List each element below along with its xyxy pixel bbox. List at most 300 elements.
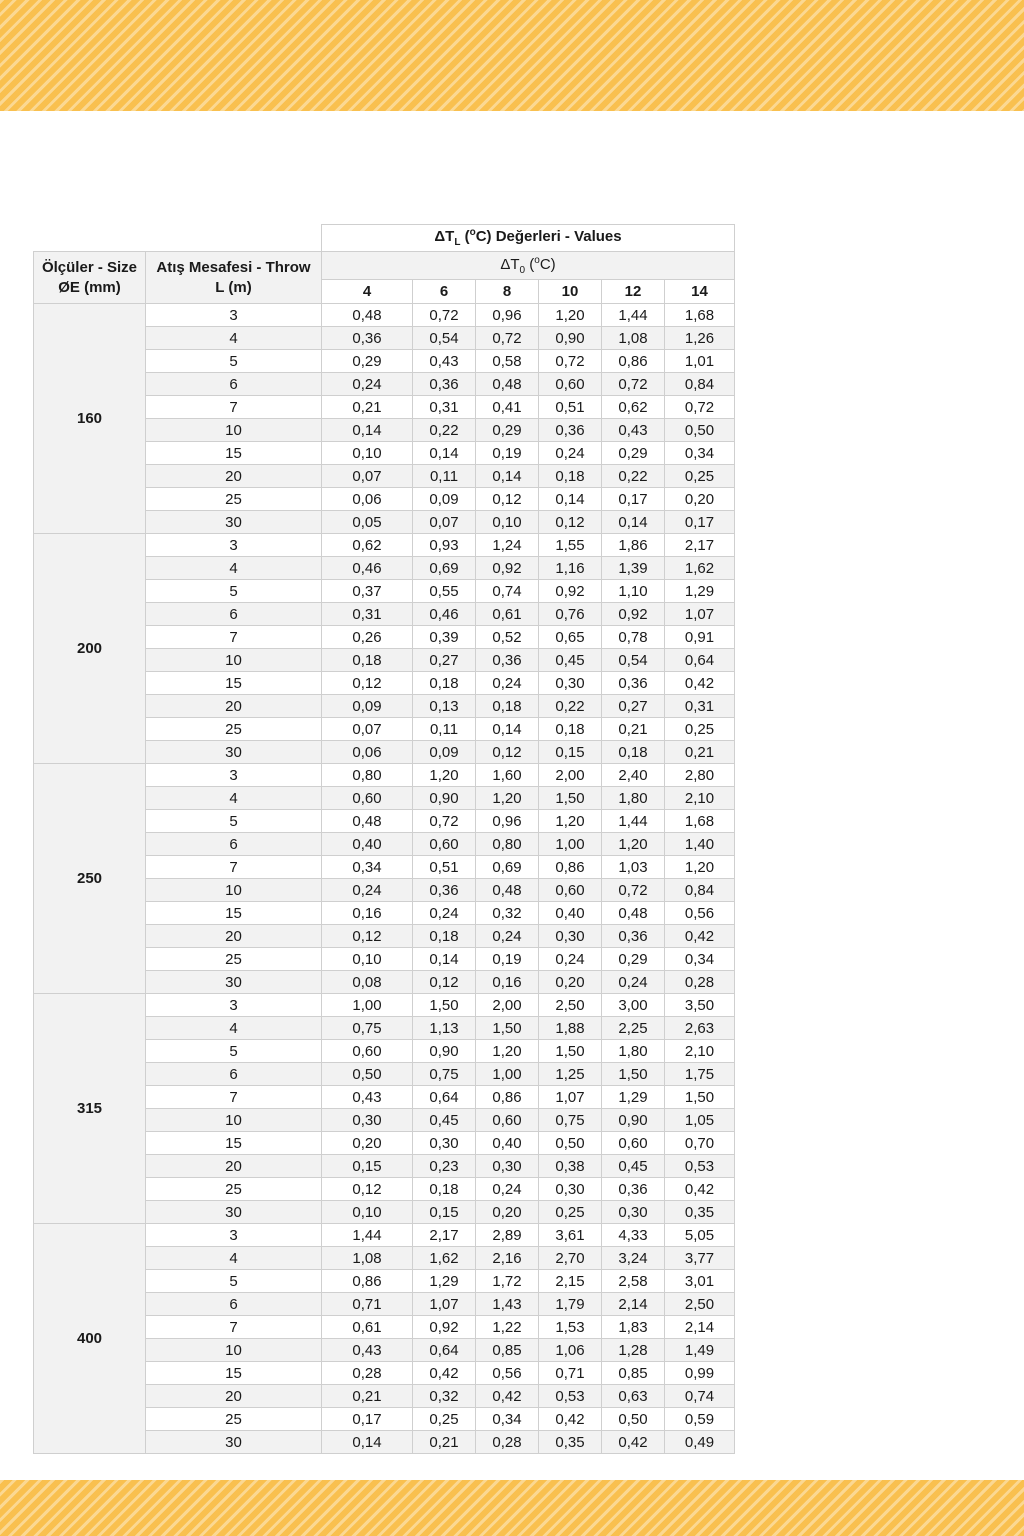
value-cell: 0,30	[413, 1132, 476, 1155]
value-cell: 1,08	[602, 327, 665, 350]
value-cell: 2,25	[602, 1017, 665, 1040]
value-cell: 0,22	[413, 419, 476, 442]
value-cell: 5,05	[665, 1224, 735, 1247]
throw-cell: 4	[146, 557, 322, 580]
value-cell: 0,31	[322, 603, 413, 626]
value-cell: 0,90	[602, 1109, 665, 1132]
value-cell: 0,48	[476, 373, 539, 396]
value-cell: 0,71	[539, 1362, 602, 1385]
value-cell: 0,52	[476, 626, 539, 649]
value-cell: 0,60	[539, 373, 602, 396]
value-cell: 2,58	[602, 1270, 665, 1293]
value-cell: 0,25	[413, 1408, 476, 1431]
value-cell: 0,16	[322, 902, 413, 925]
value-cell: 0,35	[539, 1431, 602, 1454]
value-cell: 0,93	[413, 534, 476, 557]
throw-cell: 10	[146, 1339, 322, 1362]
value-cell: 2,63	[665, 1017, 735, 1040]
value-cell: 0,32	[413, 1385, 476, 1408]
value-cell: 0,29	[322, 350, 413, 373]
value-cell: 0,69	[413, 557, 476, 580]
value-cell: 0,78	[602, 626, 665, 649]
value-cell: 0,60	[602, 1132, 665, 1155]
value-cell: 1,43	[476, 1293, 539, 1316]
delta-t0-column-header: 12	[602, 280, 665, 304]
value-cell: 0,34	[665, 948, 735, 971]
value-cell: 1,75	[665, 1063, 735, 1086]
table-row	[34, 764, 735, 787]
value-cell: 0,84	[665, 879, 735, 902]
table-row	[34, 1224, 735, 1247]
value-cell: 1,83	[602, 1316, 665, 1339]
throw-cell: 4	[146, 1017, 322, 1040]
throw-cell: 20	[146, 695, 322, 718]
value-cell: 0,72	[602, 373, 665, 396]
table-row	[34, 304, 735, 327]
value-cell: 0,09	[322, 695, 413, 718]
value-cell: 1,50	[539, 1040, 602, 1063]
value-cell: 0,16	[476, 971, 539, 994]
throw-cell: 15	[146, 442, 322, 465]
value-cell: 0,36	[322, 327, 413, 350]
value-cell: 0,61	[476, 603, 539, 626]
value-cell: 0,92	[539, 580, 602, 603]
delta-tl-values-title	[322, 225, 735, 252]
value-cell: 0,50	[539, 1132, 602, 1155]
throw-cell: 7	[146, 626, 322, 649]
throw-column-header	[146, 252, 322, 304]
value-cell: 0,14	[413, 442, 476, 465]
value-cell: 1,79	[539, 1293, 602, 1316]
value-cell: 1,20	[665, 856, 735, 879]
value-cell: 0,12	[322, 1178, 413, 1201]
throw-cell: 15	[146, 1132, 322, 1155]
value-cell: 3,24	[602, 1247, 665, 1270]
throw-cell: 5	[146, 810, 322, 833]
value-cell: 0,50	[602, 1408, 665, 1431]
value-cell: 1,72	[476, 1270, 539, 1293]
value-cell: 0,36	[539, 419, 602, 442]
bottom-decorative-stripe	[0, 1480, 1024, 1536]
value-cell: 0,60	[322, 1040, 413, 1063]
throw-cell: 5	[146, 1270, 322, 1293]
value-cell: 2,15	[539, 1270, 602, 1293]
value-cell: 1,50	[665, 1086, 735, 1109]
value-cell: 0,10	[322, 442, 413, 465]
throw-cell: 30	[146, 1201, 322, 1224]
value-cell: 0,92	[413, 1316, 476, 1339]
value-cell: 0,43	[602, 419, 665, 442]
throw-cell: 10	[146, 649, 322, 672]
value-cell: 0,45	[602, 1155, 665, 1178]
value-cell: 2,14	[602, 1293, 665, 1316]
value-cell: 0,35	[665, 1201, 735, 1224]
value-cell: 3,00	[602, 994, 665, 1017]
value-cell: 1,20	[413, 764, 476, 787]
value-cell: 1,25	[539, 1063, 602, 1086]
value-cell: 0,36	[413, 373, 476, 396]
value-cell: 2,70	[539, 1247, 602, 1270]
value-cell: 1,44	[602, 810, 665, 833]
size-cell: 250	[34, 764, 146, 994]
value-cell: 0,70	[665, 1132, 735, 1155]
value-cell: 1,55	[539, 534, 602, 557]
value-cell: 0,14	[322, 1431, 413, 1454]
value-cell: 0,64	[413, 1086, 476, 1109]
value-cell: 0,14	[476, 465, 539, 488]
value-cell: 0,14	[413, 948, 476, 971]
value-cell: 0,60	[322, 787, 413, 810]
throw-cell: 15	[146, 1362, 322, 1385]
value-cell: 0,07	[322, 718, 413, 741]
throw-cell: 6	[146, 833, 322, 856]
value-cell: 1,24	[476, 534, 539, 557]
value-cell: 0,36	[602, 925, 665, 948]
value-cell: 2,89	[476, 1224, 539, 1247]
value-cell: 0,14	[476, 718, 539, 741]
delta-t0-symbol: ΔT	[500, 255, 520, 273]
value-cell: 1,29	[602, 1086, 665, 1109]
value-cell: 0,21	[322, 396, 413, 419]
value-cell: 0,40	[322, 833, 413, 856]
throw-cell: 5	[146, 580, 322, 603]
value-cell: 0,62	[322, 534, 413, 557]
value-cell: 0,54	[413, 327, 476, 350]
value-cell: 1,40	[665, 833, 735, 856]
value-cell: 1,00	[539, 833, 602, 856]
throw-cell: 30	[146, 741, 322, 764]
value-cell: 0,19	[476, 948, 539, 971]
value-cell: 0,06	[322, 488, 413, 511]
value-cell: 0,37	[322, 580, 413, 603]
delta-t0-subscript: 0	[519, 264, 526, 276]
value-cell: 0,08	[322, 971, 413, 994]
value-cell: 0,90	[413, 1040, 476, 1063]
throw-cell: 25	[146, 488, 322, 511]
size-cell: 400	[34, 1224, 146, 1454]
throw-cell: 7	[146, 1086, 322, 1109]
delta-t0-column-header: 10	[539, 280, 602, 304]
throw-cell: 20	[146, 465, 322, 488]
value-cell: 0,20	[539, 971, 602, 994]
value-cell: 0,18	[476, 695, 539, 718]
value-cell: 0,75	[539, 1109, 602, 1132]
value-cell: 1,39	[602, 557, 665, 580]
value-cell: 0,43	[413, 350, 476, 373]
value-cell: 0,27	[602, 695, 665, 718]
value-cell: 0,40	[476, 1132, 539, 1155]
value-cell: 0,24	[322, 373, 413, 396]
value-cell: 0,85	[602, 1362, 665, 1385]
value-cell: 0,42	[602, 1431, 665, 1454]
value-cell: 0,25	[539, 1201, 602, 1224]
value-cell: 0,11	[413, 465, 476, 488]
throw-cell: 30	[146, 511, 322, 534]
throw-cell: 15	[146, 902, 322, 925]
value-cell: 0,20	[322, 1132, 413, 1155]
size-cell: 160	[34, 304, 146, 534]
value-cell: 2,00	[476, 994, 539, 1017]
value-cell: 0,62	[602, 396, 665, 419]
value-cell: 0,34	[476, 1408, 539, 1431]
value-cell: 0,28	[322, 1362, 413, 1385]
value-cell: 3,61	[539, 1224, 602, 1247]
value-cell: 0,72	[539, 350, 602, 373]
value-cell: 1,60	[476, 764, 539, 787]
value-cell: 0,07	[322, 465, 413, 488]
value-cell: 0,21	[413, 1431, 476, 1454]
value-cell: 3,77	[665, 1247, 735, 1270]
value-cell: 0,46	[322, 557, 413, 580]
value-cell: 1,50	[476, 1017, 539, 1040]
throw-cell: 4	[146, 1247, 322, 1270]
value-cell: 1,50	[602, 1063, 665, 1086]
value-cell: 2,14	[665, 1316, 735, 1339]
delta-t0-column-header: 4	[322, 280, 413, 304]
value-cell: 2,17	[413, 1224, 476, 1247]
value-cell: 0,43	[322, 1339, 413, 1362]
value-cell: 1,16	[539, 557, 602, 580]
value-cell: 0,49	[665, 1431, 735, 1454]
value-cell: 1,80	[602, 787, 665, 810]
value-cell: 2,40	[602, 764, 665, 787]
value-cell: 0,14	[539, 488, 602, 511]
value-cell: 0,75	[413, 1063, 476, 1086]
value-cell: 0,24	[602, 971, 665, 994]
value-cell: 0,29	[602, 948, 665, 971]
value-cell: 0,39	[413, 626, 476, 649]
value-cell: 1,13	[413, 1017, 476, 1040]
value-cell: 0,34	[322, 856, 413, 879]
value-cell: 0,24	[476, 925, 539, 948]
value-cell: 0,18	[413, 925, 476, 948]
value-cell: 0,05	[322, 511, 413, 534]
delta-tl-symbol: ΔT	[434, 228, 455, 245]
value-cell: 0,56	[665, 902, 735, 925]
value-cell: 0,72	[413, 810, 476, 833]
value-cell: 1,62	[413, 1247, 476, 1270]
header-blank-corner	[34, 225, 322, 252]
value-cell: 0,90	[413, 787, 476, 810]
value-cell: 1,06	[539, 1339, 602, 1362]
value-cell: 0,24	[539, 442, 602, 465]
value-cell: 0,30	[476, 1155, 539, 1178]
value-cell: 0,24	[413, 902, 476, 925]
throw-cell: 5	[146, 1040, 322, 1063]
value-cell: 1,08	[322, 1247, 413, 1270]
throw-cell: 6	[146, 603, 322, 626]
throw-cell: 3	[146, 304, 322, 327]
value-cell: 0,48	[322, 304, 413, 327]
value-cell: 0,34	[665, 442, 735, 465]
value-cell: 0,29	[476, 419, 539, 442]
value-cell: 0,25	[665, 465, 735, 488]
throw-cell: 4	[146, 327, 322, 350]
throw-cell: 6	[146, 373, 322, 396]
delta-t0-header	[322, 252, 735, 280]
value-cell: 0,45	[539, 649, 602, 672]
value-cell: 0,21	[665, 741, 735, 764]
value-cell: 1,44	[322, 1224, 413, 1247]
throw-cell: 3	[146, 994, 322, 1017]
value-cell: 0,27	[413, 649, 476, 672]
value-cell: 0,38	[539, 1155, 602, 1178]
value-cell: 0,23	[413, 1155, 476, 1178]
value-cell: 0,41	[476, 396, 539, 419]
value-cell: 2,50	[539, 994, 602, 1017]
value-cell: 0,86	[322, 1270, 413, 1293]
value-cell: 0,76	[539, 603, 602, 626]
value-cell: 1,20	[539, 810, 602, 833]
throw-cell: 7	[146, 396, 322, 419]
value-cell: 0,31	[665, 695, 735, 718]
value-cell: 0,85	[476, 1339, 539, 1362]
value-cell: 0,14	[322, 419, 413, 442]
value-cell: 0,45	[413, 1109, 476, 1132]
value-cell: 1,29	[665, 580, 735, 603]
value-cell: 1,01	[665, 350, 735, 373]
value-cell: 0,50	[322, 1063, 413, 1086]
delta-tl-title-text: C) Değerleri - Values	[475, 228, 622, 245]
value-cell: 0,32	[476, 902, 539, 925]
value-cell: 1,20	[602, 833, 665, 856]
value-cell: 0,21	[602, 718, 665, 741]
value-cell: 0,12	[322, 672, 413, 695]
throw-cell: 30	[146, 971, 322, 994]
delta-t0-column-header: 6	[413, 280, 476, 304]
value-cell: 1,86	[602, 534, 665, 557]
value-cell: 0,61	[322, 1316, 413, 1339]
value-cell: 0,43	[322, 1086, 413, 1109]
value-cell: 2,50	[665, 1293, 735, 1316]
value-cell: 1,10	[602, 580, 665, 603]
value-cell: 0,51	[413, 856, 476, 879]
value-cell: 0,14	[602, 511, 665, 534]
value-cell: 0,59	[665, 1408, 735, 1431]
value-cell: 1,26	[665, 327, 735, 350]
value-cell: 0,12	[539, 511, 602, 534]
value-cell: 1,29	[413, 1270, 476, 1293]
value-cell: 0,36	[413, 879, 476, 902]
value-cell: 0,09	[413, 488, 476, 511]
throw-cell: 10	[146, 1109, 322, 1132]
value-cell: 1,05	[665, 1109, 735, 1132]
delta-tl-degree: o	[469, 227, 476, 238]
value-cell: 0,58	[476, 350, 539, 373]
value-cell: 4,33	[602, 1224, 665, 1247]
value-cell: 0,56	[476, 1362, 539, 1385]
value-cell: 0,96	[476, 304, 539, 327]
value-cell: 0,48	[322, 810, 413, 833]
value-cell: 0,50	[665, 419, 735, 442]
delta-t0-paren: (	[525, 255, 535, 273]
value-cell: 0,91	[665, 626, 735, 649]
value-cell: 0,18	[602, 741, 665, 764]
value-cell: 0,42	[476, 1385, 539, 1408]
size-column-header	[34, 252, 146, 304]
value-cell: 0,42	[665, 1178, 735, 1201]
value-cell: 0,12	[476, 488, 539, 511]
delta-t0-column-header: 14	[665, 280, 735, 304]
value-cell: 0,60	[539, 879, 602, 902]
value-cell: 0,18	[539, 718, 602, 741]
value-cell: 0,10	[476, 511, 539, 534]
value-cell: 2,10	[665, 1040, 735, 1063]
value-cell: 0,92	[476, 557, 539, 580]
size-cell: 200	[34, 534, 146, 764]
value-cell: 0,74	[665, 1385, 735, 1408]
size-unit: ØE (mm)	[58, 279, 121, 296]
value-cell: 0,10	[322, 1201, 413, 1224]
value-cell: 1,62	[665, 557, 735, 580]
throw-label: Atış Mesafesi - Throw	[156, 259, 311, 276]
value-cell: 0,63	[602, 1385, 665, 1408]
value-cell: 0,12	[413, 971, 476, 994]
value-cell: 2,80	[665, 764, 735, 787]
throw-cell: 6	[146, 1063, 322, 1086]
throw-cell: 6	[146, 1293, 322, 1316]
value-cell: 0,18	[413, 672, 476, 695]
value-cell: 0,17	[602, 488, 665, 511]
value-cell: 1,22	[476, 1316, 539, 1339]
delta-tl-paren: (	[460, 228, 470, 245]
value-cell: 0,60	[413, 833, 476, 856]
value-cell: 0,92	[602, 603, 665, 626]
value-cell: 0,60	[476, 1109, 539, 1132]
value-cell: 1,50	[413, 994, 476, 1017]
value-cell: 0,80	[476, 833, 539, 856]
value-cell: 0,84	[665, 373, 735, 396]
value-cell: 0,53	[665, 1155, 735, 1178]
throw-cell: 7	[146, 1316, 322, 1339]
value-cell: 0,21	[322, 1385, 413, 1408]
value-cell: 0,24	[476, 672, 539, 695]
value-cell: 1,20	[476, 1040, 539, 1063]
throw-cell: 30	[146, 1431, 322, 1454]
value-cell: 0,31	[413, 396, 476, 419]
value-cell: 0,24	[322, 879, 413, 902]
value-cell: 0,20	[665, 488, 735, 511]
table-header	[34, 225, 735, 304]
throw-cell: 15	[146, 672, 322, 695]
throw-cell: 7	[146, 856, 322, 879]
value-cell: 0,24	[476, 1178, 539, 1201]
value-cell: 0,18	[413, 1178, 476, 1201]
value-cell: 0,15	[322, 1155, 413, 1178]
value-cell: 0,18	[322, 649, 413, 672]
throw-cell: 3	[146, 764, 322, 787]
value-cell: 0,28	[665, 971, 735, 994]
value-cell: 0,72	[602, 879, 665, 902]
value-cell: 0,22	[539, 695, 602, 718]
value-cell: 1,20	[539, 304, 602, 327]
value-cell: 0,17	[665, 511, 735, 534]
value-cell: 0,15	[539, 741, 602, 764]
value-cell: 0,86	[602, 350, 665, 373]
value-cell: 1,28	[602, 1339, 665, 1362]
value-cell: 0,55	[413, 580, 476, 603]
value-cell: 0,75	[322, 1017, 413, 1040]
value-cell: 0,30	[539, 672, 602, 695]
size-cell: 315	[34, 994, 146, 1224]
value-cell: 0,54	[602, 649, 665, 672]
value-cell: 2,00	[539, 764, 602, 787]
value-cell: 2,17	[665, 534, 735, 557]
value-cell: 1,53	[539, 1316, 602, 1339]
value-cell: 1,00	[322, 994, 413, 1017]
value-cell: 0,51	[539, 396, 602, 419]
value-cell: 0,65	[539, 626, 602, 649]
